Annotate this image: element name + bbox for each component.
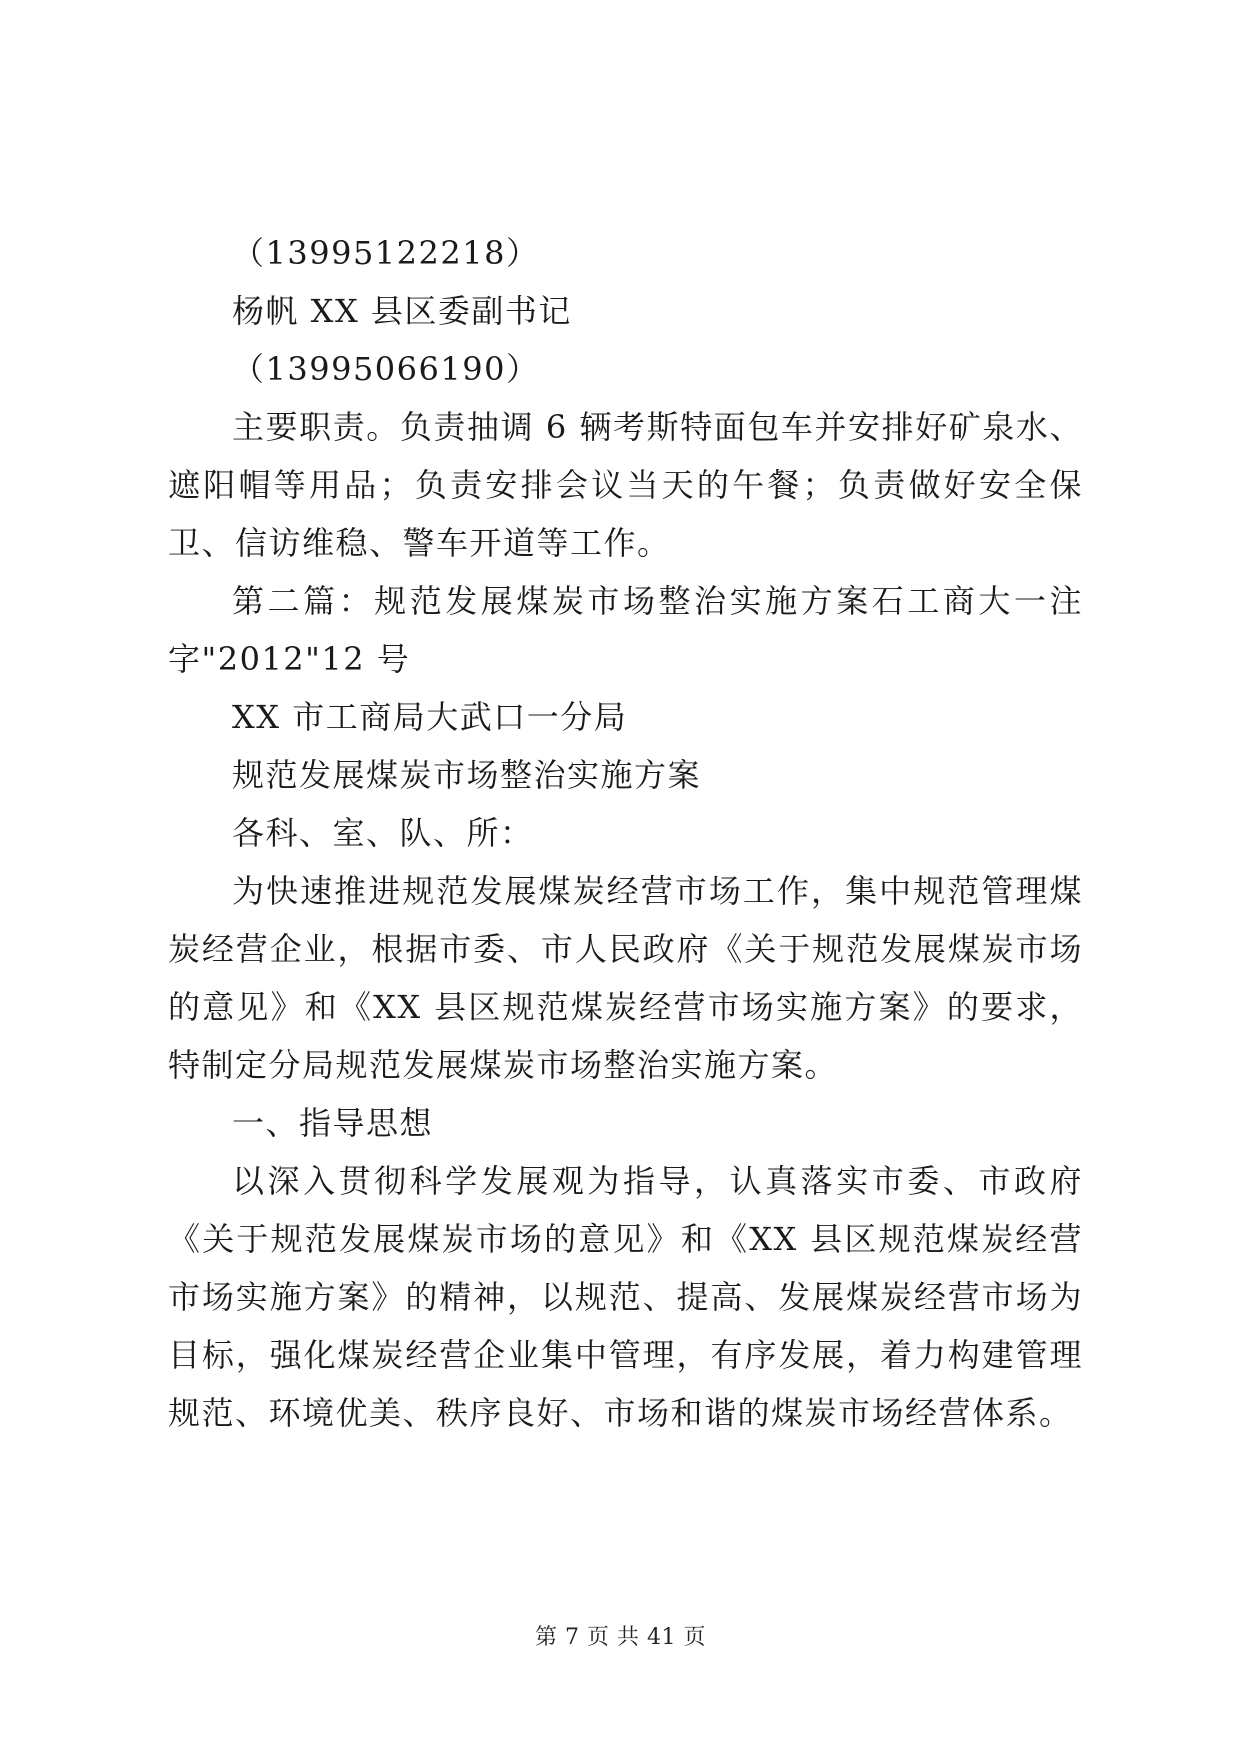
chapter-heading: 第二篇：规范发展煤炭市场整治实施方案石工商大一注字"2012"12 号 <box>168 582 1083 678</box>
page-footer: 第 7 页 共 41 页 <box>535 1625 706 1650</box>
responsibilities-paragraph: 主要职责。负责抽调 6 辆考斯特面包车并安排好矿泉水、遮阳帽等用品；负责安排会议当天的午餐；负责做好安全保卫、信访维稳、警车开道等工作。 <box>168 408 1083 562</box>
phone-number-2: （13995066190） <box>232 350 540 388</box>
addressee-line: 各科、室、队、所： <box>232 814 534 852</box>
section-heading-guiding-ideology: 一、指导思想 <box>232 1104 434 1142</box>
issuing-office: XX 市工商局大武口一分局 <box>232 698 628 736</box>
plan-title: 规范发展煤炭市场整治实施方案 <box>232 756 702 794</box>
guiding-ideology-paragraph: 以深入贯彻科学发展观为指导，认真落实市委、市政府《关于规范发展煤炭市场的意见》和《XX 县区规范煤炭经营市场实施方案》的精神，以规范、提高、发展煤炭经营市场为目标，强化煤炭经营企业集中管理，有序发展，着力构建管理规范、环境优美、秩序良好、市场和谐的煤炭市场经营体系。 <box>168 1162 1083 1432</box>
document-body <box>168 224 1083 1442</box>
intro-paragraph: 为快速推进规范发展煤炭经营市场工作，集中规范管理煤炭经营企业，根据市委、市人民政府《关于规范发展煤炭市场的意见》和《XX 县区规范煤炭经营市场实施方案》的要求，特制定分局规范发展煤炭市场整治实施方案。 <box>168 872 1083 1084</box>
phone-number-1: （13995122218） <box>232 234 540 272</box>
contact-name-title: 杨帆 XX 县区委副书记 <box>232 292 572 330</box>
